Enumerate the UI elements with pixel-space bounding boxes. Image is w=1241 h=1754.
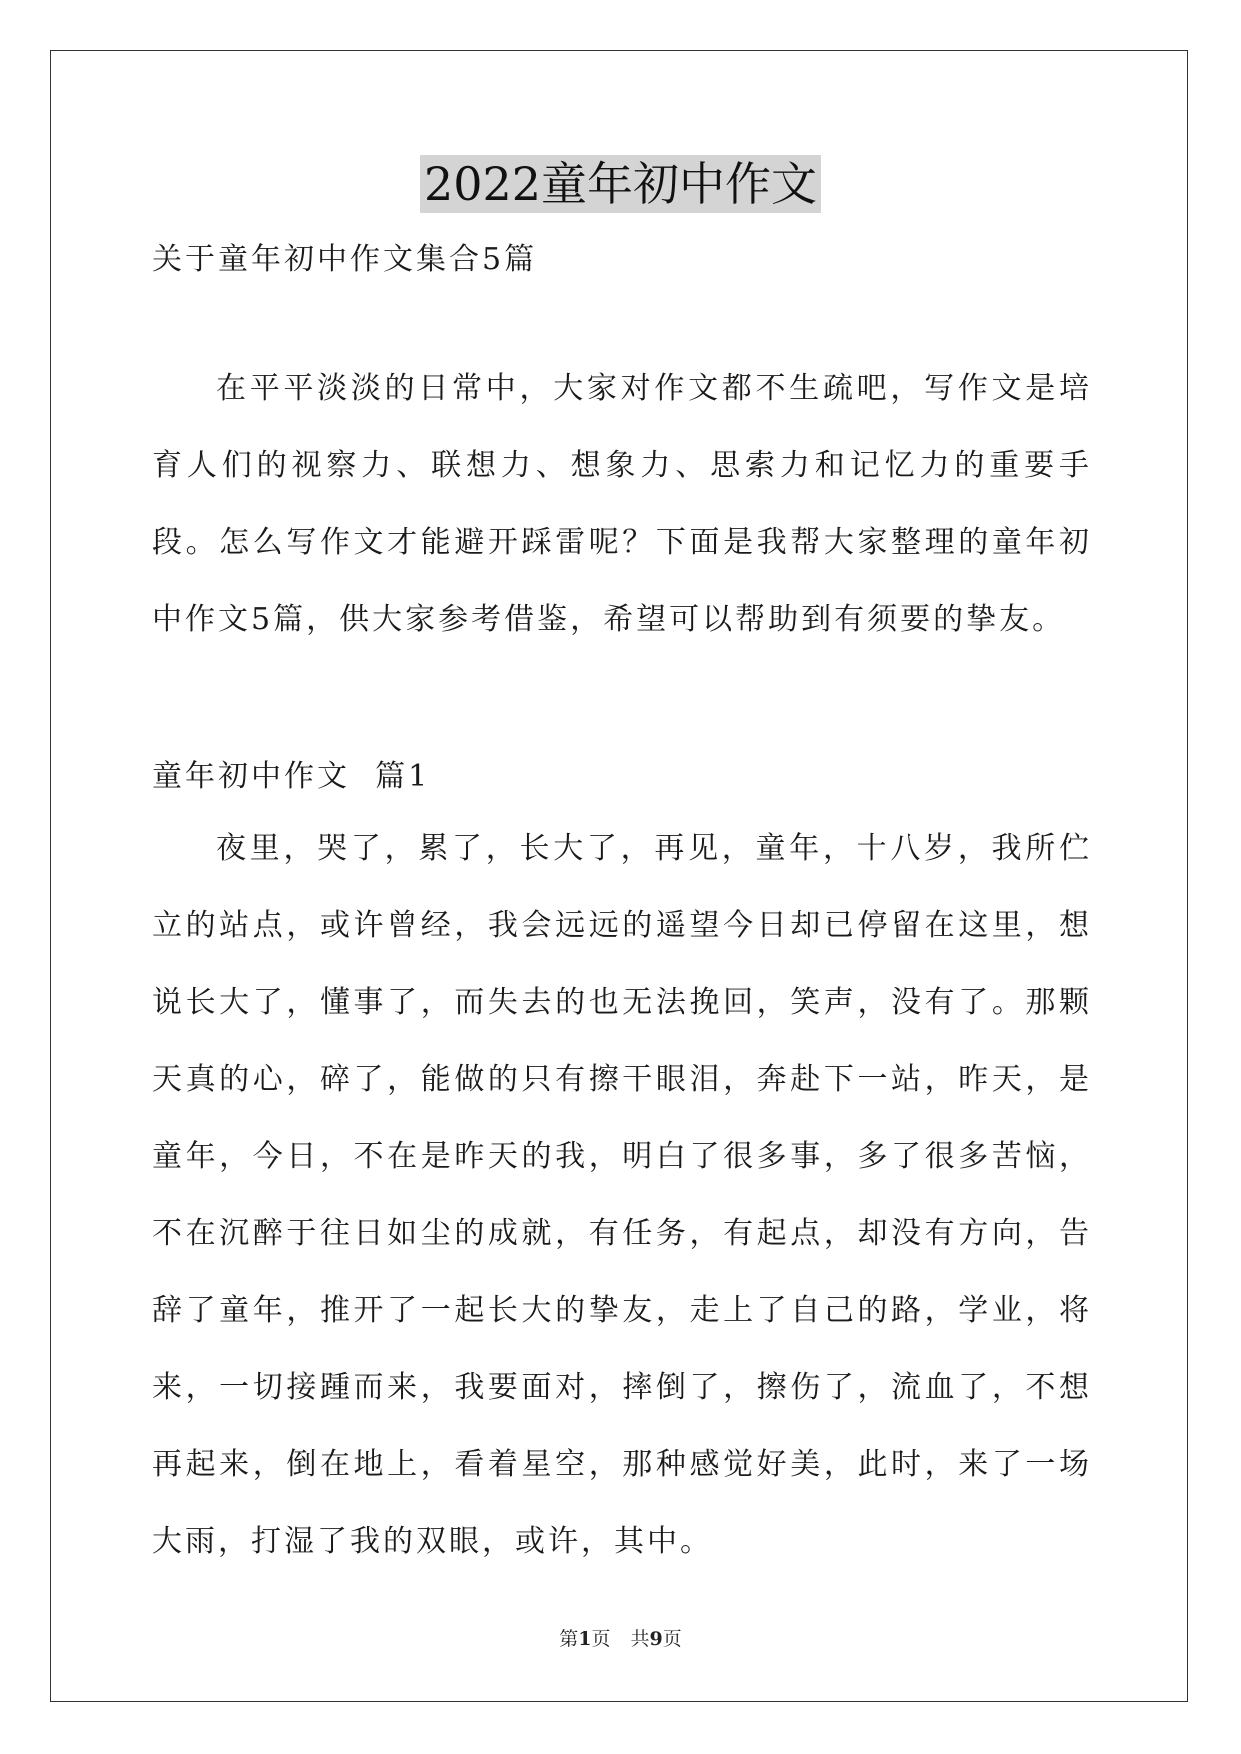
page-footer [0,1624,1241,1651]
title-container [0,155,1241,213]
document-subtitle: 关于童年初中作文集合5篇 [152,242,538,277]
footer-page-suffix: 页 [591,1628,611,1650]
footer-total-suffix: 页 [662,1628,682,1650]
footer-total-pages: 9 [649,1628,663,1650]
footer-total-prefix: 共 [630,1628,650,1650]
document-title: 2022童年初中作文 [420,155,821,213]
essay-paragraph: 夜里，哭了，累了，长大了，再见，童年，十八岁，我所伫立的站点，或许曾经，我会远远的遥望今日却已停留在这里，想说长大了，懂事了，而失去的也无法挽回，笑声，没有了。那颗天真的心，碎了，能做的只有擦干眼泪，奔赴下一站，昨天，是童年，今日，不在是昨天的我，明白了很多事，多了很多苦恼，不在沉醉于往日如尘的成就，有任务，有起点，却没有方向，告辞了童年，推开了一起长大的挚友，走上了自己的路，学业，将来，一切接踵而来，我要面对，摔倒了，擦伤了，流血了，不想再起来，倒在地上，看着星空，那种感觉好美，此时，来了一场大雨，打湿了我的双眼，或许，其中。 [152,831,1092,1559]
footer-prefix: 第 [559,1628,579,1650]
footer-current-page: 1 [578,1628,592,1650]
section-heading: 童年初中作文 篇1 [152,759,431,794]
intro-paragraph: 在平平淡淡的日常中，大家对作文都不生疏吧，写作文是培育人们的视察力、联想力、想象力、思索力和记忆力的重要手段。怎么写作文才能避开踩雷呢？下面是我帮大家整理的童年初中作文5篇，供大家参考借鉴，希望可以帮助到有须要的挚友。 [152,371,1092,637]
